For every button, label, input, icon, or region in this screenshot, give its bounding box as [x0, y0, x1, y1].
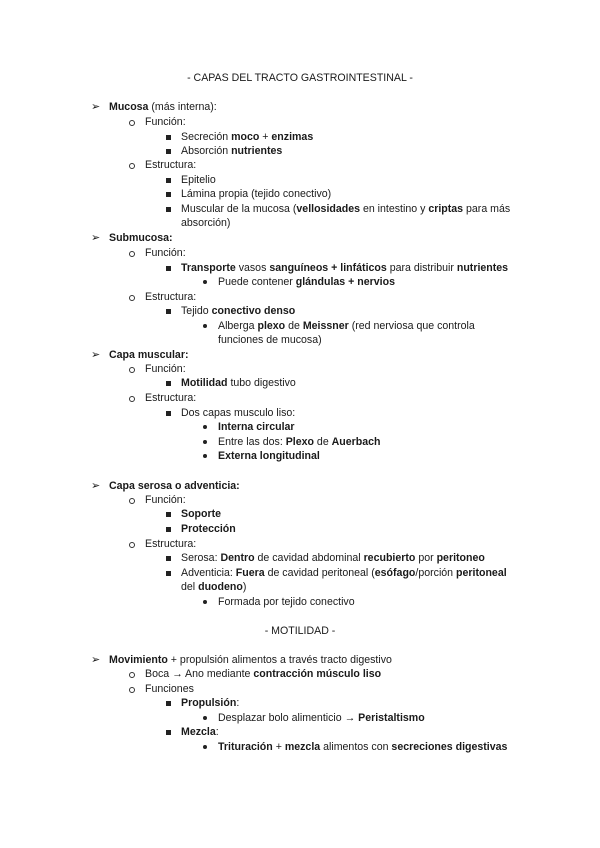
- submucosa-glandulas: Puede contener glándulas + nervios: [218, 276, 395, 288]
- submucosa-funcion: Función:: [145, 247, 186, 259]
- dot-bullet-icon: [203, 425, 207, 429]
- mucosa-funcion: Función:: [145, 116, 186, 128]
- submucosa-plexo: Alberga plexo de Meissner (red nerviosa que controla: [218, 320, 475, 332]
- serosa-soporte: Soporte: [181, 508, 222, 520]
- circle-bullet-icon: [129, 251, 135, 257]
- square-bullet-icon: [166, 512, 171, 517]
- mucosa-muscular-cont: absorción): [181, 217, 231, 229]
- arrow-bullet-icon: ➢: [91, 101, 101, 113]
- dot-bullet-icon: [203, 600, 207, 604]
- muscular-dos-capas: Dos capas musculo liso:: [181, 407, 296, 419]
- mucosa-estructura: Estructura:: [145, 159, 197, 171]
- mucosa-absorcion: Absorción nutrientes: [181, 145, 283, 157]
- submucosa-tejido: Tejido conectivo denso: [181, 305, 296, 317]
- submucosa-plexo-cont: funciones de mucosa): [218, 334, 322, 346]
- circle-bullet-icon: [129, 295, 135, 301]
- submucosa-heading: Submucosa:: [109, 232, 173, 244]
- arrow-bullet-icon: ➢: [91, 654, 101, 666]
- dot-bullet-icon: [203, 280, 207, 284]
- muscular-externa: Externa longitudinal: [218, 450, 320, 462]
- circle-bullet-icon: [129, 672, 135, 678]
- square-bullet-icon: [166, 556, 171, 561]
- motilidad-propulsion: Propulsión:: [181, 697, 240, 709]
- mucosa-secrecion: Secreción moco + enzimas: [181, 131, 314, 143]
- serosa-adventicia-cont: del duodeno): [181, 581, 247, 593]
- circle-bullet-icon: [129, 120, 135, 126]
- dot-bullet-icon: [203, 324, 207, 328]
- motilidad-mezcla: Mezcla:: [181, 726, 219, 738]
- dot-bullet-icon: [203, 440, 207, 444]
- square-bullet-icon: [166, 207, 171, 212]
- mucosa-heading: Mucosa (más interna):: [109, 101, 217, 113]
- serosa-proteccion: Protección: [181, 523, 236, 535]
- circle-bullet-icon: [129, 396, 135, 402]
- square-bullet-icon: [166, 571, 171, 576]
- muscular-funcion: Función:: [145, 363, 186, 375]
- square-bullet-icon: [166, 527, 171, 532]
- submucosa-transporte: Transporte vasos sanguíneos + linfáticos para distribuir nutrientes: [181, 262, 509, 274]
- square-bullet-icon: [166, 135, 171, 140]
- muscular-heading: Capa muscular:: [109, 349, 189, 361]
- square-bullet-icon: [166, 149, 171, 154]
- mucosa-epitelio: Epitelio: [181, 174, 216, 186]
- mucosa-lamina: Lámina propia (tejido conectivo): [181, 188, 332, 200]
- muscular-estructura: Estructura:: [145, 392, 197, 404]
- arrow-bullet-icon: ➢: [91, 349, 101, 361]
- square-bullet-icon: [166, 178, 171, 183]
- motilidad-desplazar: Desplazar bolo alimenticio → Peristaltismo: [218, 712, 425, 724]
- circle-bullet-icon: [129, 542, 135, 548]
- motilidad-movimiento: Movimiento + propulsión alimentos a través tracto digestivo: [109, 654, 392, 666]
- circle-bullet-icon: [129, 367, 135, 373]
- dot-bullet-icon: [203, 454, 207, 458]
- square-bullet-icon: [166, 411, 171, 416]
- motilidad-boca: Boca → Ano mediante contracción músculo liso: [145, 668, 382, 680]
- dot-bullet-icon: [203, 745, 207, 749]
- serosa-heading: Capa serosa o adventicia:: [109, 480, 240, 492]
- square-bullet-icon: [166, 309, 171, 314]
- muscular-interna: Interna circular: [218, 421, 295, 433]
- square-bullet-icon: [166, 381, 171, 386]
- motilidad-funciones: Funciones: [145, 683, 194, 695]
- serosa-formada: Formada por tejido conectivo: [218, 596, 355, 608]
- serosa-funcion: Función:: [145, 494, 186, 506]
- circle-bullet-icon: [129, 498, 135, 504]
- motilidad-trituracion: Trituración + mezcla alimentos con secreciones digestivas: [218, 741, 508, 753]
- muscular-entre: Entre las dos: Plexo de Auerbach: [218, 436, 381, 448]
- dot-bullet-icon: [203, 716, 207, 720]
- circle-bullet-icon: [129, 687, 135, 693]
- square-bullet-icon: [166, 701, 171, 706]
- muscular-motilidad: Motilidad tubo digestivo: [181, 377, 296, 389]
- square-bullet-icon: [166, 730, 171, 735]
- serosa-adventicia: Adventicia: Fuera de cavidad peritoneal (esófago/porción peritoneal: [181, 567, 507, 579]
- serosa-estructura: Estructura:: [145, 538, 197, 550]
- mucosa-muscular: Muscular de la mucosa (vellosidades en intestino y criptas para más: [181, 203, 511, 215]
- arrow-bullet-icon: ➢: [91, 480, 101, 492]
- square-bullet-icon: [166, 266, 171, 271]
- serosa-serosa-item: Serosa: Dentro de cavidad abdominal recubierto por peritoneo: [181, 552, 485, 564]
- section-title-motilidad: - MOTILIDAD -: [264, 625, 336, 637]
- square-bullet-icon: [166, 192, 171, 197]
- arrow-bullet-icon: ➢: [91, 232, 101, 244]
- submucosa-estructura: Estructura:: [145, 291, 197, 303]
- circle-bullet-icon: [129, 163, 135, 169]
- section-title-capas: - CAPAS DEL TRACTO GASTROINTESTINAL -: [187, 72, 413, 84]
